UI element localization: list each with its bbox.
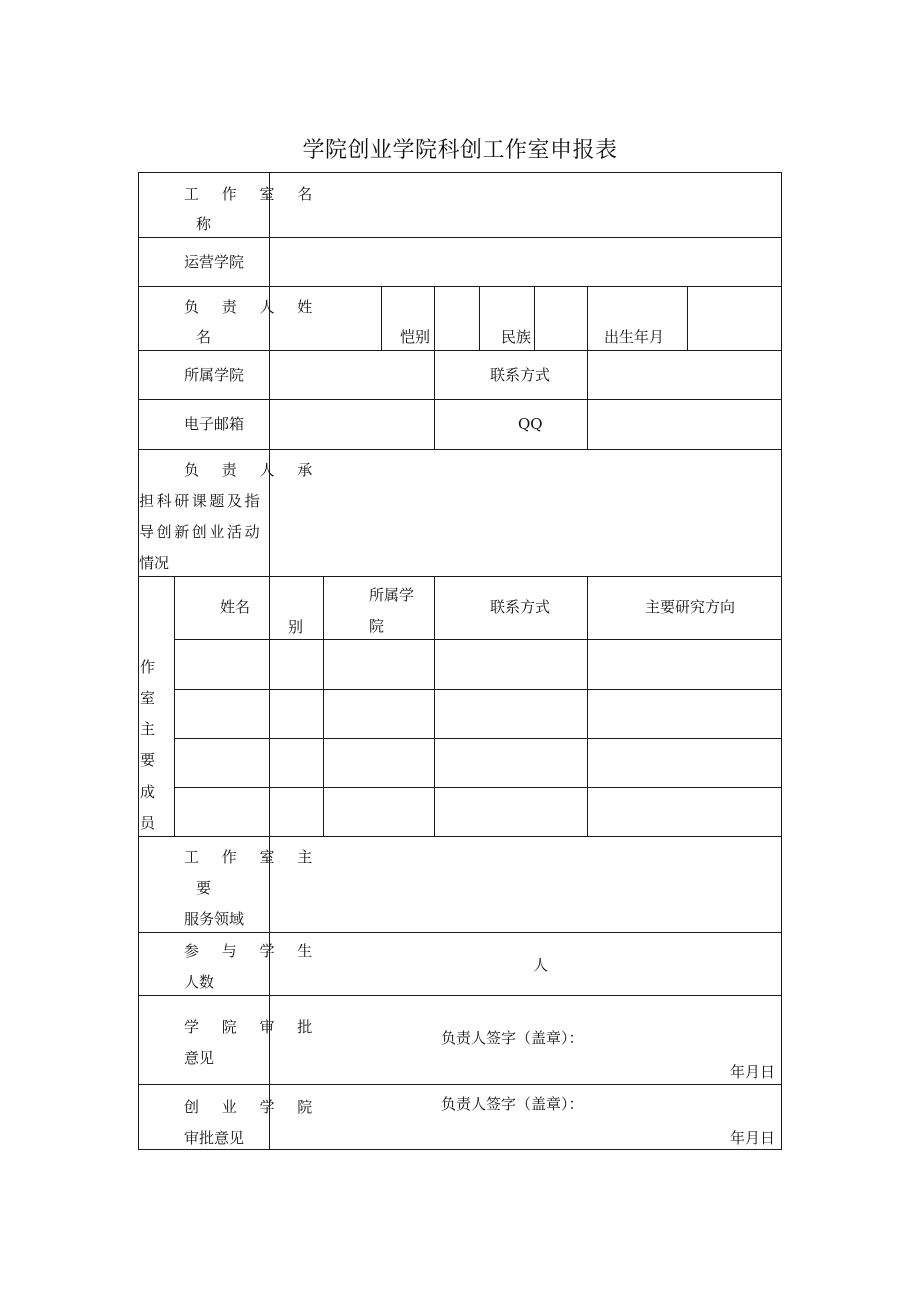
gender-field[interactable] — [435, 287, 479, 350]
table-row — [175, 640, 781, 689]
college-approval-label-2: 意见 — [184, 1049, 215, 1067]
email-field[interactable] — [270, 400, 434, 449]
entrepreneurship-approval-signature: 负责人签字（盖章）： — [441, 1095, 584, 1113]
leader-name-label: 负 责 人 姓 — [184, 298, 322, 316]
affiliated-college-label: 所属学院 — [184, 366, 245, 384]
member-contact-field[interactable] — [435, 739, 587, 787]
research-label-4: 情况 — [139, 554, 170, 572]
member-college-header: 所属学 — [369, 586, 415, 604]
research-label-3: 导创新创业活动 — [139, 523, 263, 541]
members-side-char-2: 室 — [140, 689, 156, 707]
member-college-header-cont: 院 — [369, 617, 385, 635]
ethnicity-label: 民族 — [501, 328, 532, 346]
member-gender-field[interactable] — [270, 640, 323, 689]
research-label-1: 负 责 人 承 — [184, 461, 322, 479]
college-approval-signature: 负责人签字（盖章）： — [441, 1029, 584, 1047]
form-title: 学院创业学院科创工作室申报表 — [302, 138, 618, 163]
entrepreneurship-approval-label-1: 创 业 学 院 — [184, 1098, 322, 1116]
members-side-char-3: 主 — [140, 720, 156, 738]
birth-field[interactable] — [688, 287, 781, 350]
member-contact-field[interactable] — [435, 690, 587, 738]
member-name-field[interactable] — [175, 788, 269, 836]
member-name-field[interactable] — [175, 690, 269, 738]
operating-college-field[interactable] — [270, 238, 781, 286]
studio-name-label-cont: 称 — [196, 215, 212, 233]
student-count-label-2: 人数 — [184, 973, 215, 991]
entrepreneurship-approval-date: 年月日 — [730, 1129, 776, 1147]
studio-name-label: 工 作 室 名 — [184, 185, 322, 203]
member-gender-field[interactable] — [270, 690, 323, 738]
entrepreneurship-approval-label-2: 审批意见 — [184, 1129, 245, 1147]
service-area-label-2: 要 — [196, 879, 212, 897]
ethnicity-field[interactable] — [535, 287, 587, 350]
table-row — [175, 739, 781, 787]
student-count-unit: 人 — [533, 956, 549, 974]
member-research-field[interactable] — [588, 739, 781, 787]
contact-label: 联系方式 — [490, 366, 551, 384]
operating-college-label: 运营学院 — [184, 253, 245, 271]
contact-field[interactable] — [588, 351, 781, 399]
college-approval-date: 年月日 — [730, 1063, 776, 1081]
member-contact-header: 联系方式 — [490, 598, 551, 616]
member-college-field[interactable] — [324, 640, 434, 689]
studio-name-field[interactable] — [270, 173, 781, 237]
member-college-field[interactable] — [324, 690, 434, 738]
member-college-field[interactable] — [324, 788, 434, 836]
member-contact-field[interactable] — [435, 788, 587, 836]
affiliated-college-field[interactable] — [270, 351, 434, 399]
qq-label: QQ — [518, 415, 543, 433]
members-side-char-5: 成 — [140, 783, 156, 801]
college-approval-label-1: 学 院 审 批 — [184, 1018, 322, 1036]
table-row — [175, 788, 781, 836]
member-research-field[interactable] — [588, 690, 781, 738]
service-area-label-1: 工 作 室 主 — [184, 848, 322, 866]
email-label: 电子邮箱 — [184, 415, 245, 433]
student-count-label-1: 参 与 学 生 — [184, 942, 322, 960]
member-contact-field[interactable] — [435, 640, 587, 689]
research-label-2: 担科研课题及指 — [139, 492, 263, 510]
members-side-char-4: 要 — [140, 751, 156, 769]
leader-name-label-cont: 名 — [196, 328, 212, 346]
table-row — [175, 690, 781, 738]
member-gender-header: 别 — [288, 618, 304, 636]
member-college-field[interactable] — [324, 739, 434, 787]
member-gender-field[interactable] — [270, 739, 323, 787]
member-research-header: 主要研究方向 — [645, 598, 736, 616]
member-gender-field[interactable] — [270, 788, 323, 836]
members-side-char-1: 作 — [140, 658, 156, 676]
gender-label: 恺别 — [400, 328, 431, 346]
birth-label: 出生年月 — [604, 328, 665, 346]
service-area-label-3: 服务领域 — [184, 910, 245, 928]
member-research-field[interactable] — [588, 640, 781, 689]
service-area-field[interactable] — [270, 837, 781, 932]
member-name-field[interactable] — [175, 739, 269, 787]
research-field[interactable] — [270, 450, 781, 576]
member-name-header: 姓名 — [220, 598, 251, 616]
qq-field[interactable] — [588, 400, 781, 449]
leader-name-field[interactable] — [270, 287, 381, 350]
members-side-char-6: 员 — [140, 814, 156, 832]
student-count-field[interactable] — [270, 933, 530, 995]
member-research-field[interactable] — [588, 788, 781, 836]
member-name-field[interactable] — [175, 640, 269, 689]
